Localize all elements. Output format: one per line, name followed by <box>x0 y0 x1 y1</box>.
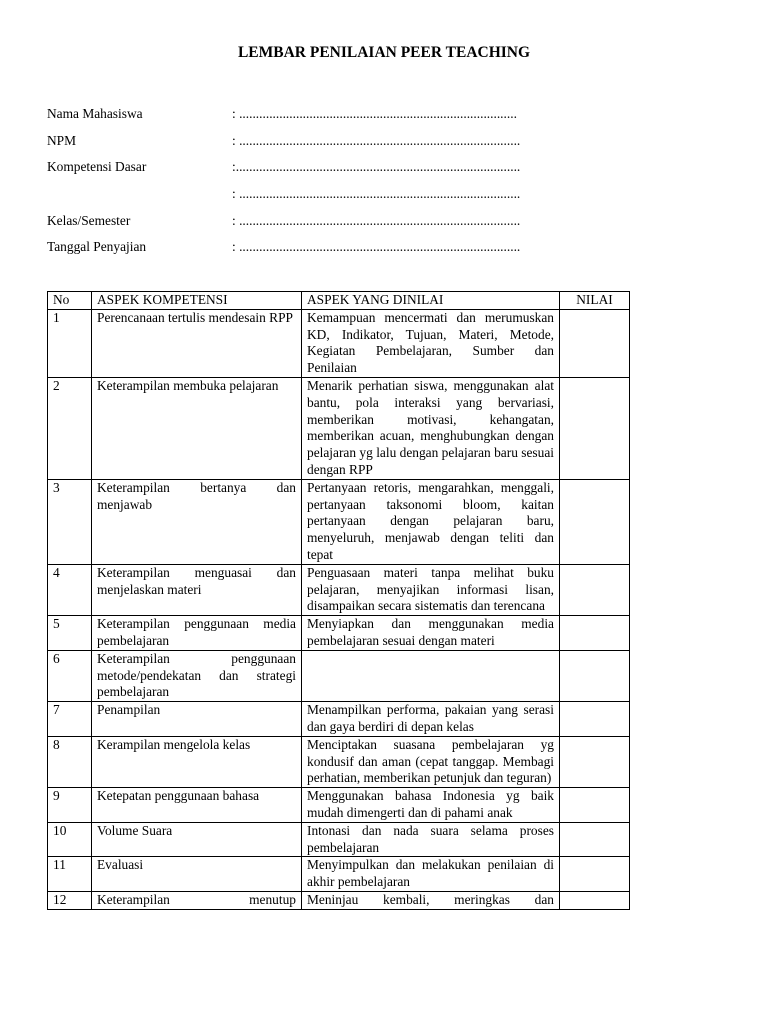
cell-aspek: Keterampilan penggunaan media pembelajaran <box>92 616 302 651</box>
cell-no: 3 <box>48 479 92 564</box>
cell-aspek: Volume Suara <box>92 822 302 857</box>
table-row <box>48 309 630 377</box>
cell-aspek: Keterampilan menutup <box>92 891 302 909</box>
table-row <box>48 650 630 701</box>
field-label: Nama Mahasiswa <box>47 106 143 121</box>
cell-dinilai: Intonasi dan nada suara selama proses pembelajaran <box>302 822 560 857</box>
cell-nilai[interactable] <box>560 857 630 892</box>
cell-no: 5 <box>48 616 92 651</box>
cell-dinilai: Menyimpulkan dan melakukan penilaian di akhir pembelajaran <box>302 857 560 892</box>
cell-nilai[interactable] <box>560 377 630 479</box>
cell-dinilai: Penguasaan materi tanpa melihat buku pelajaran, menyajikan informasi lisan, disampaikan secara sistematis dan terencana <box>302 564 560 615</box>
table-row <box>48 788 630 823</box>
table-row <box>48 564 630 615</box>
cell-no: 10 <box>48 822 92 857</box>
cell-aspek: Penampilan <box>92 702 302 737</box>
header-aspek-kompetensi: ASPEK KOMPETENSI <box>92 292 302 310</box>
table-row <box>48 377 630 479</box>
cell-dinilai: Pertanyaan retoris, mengarahkan, menggali, pertanyaan taksonomi bloom, kaitan pertanyaan dengan pelajaran baru, menyeluruh, menjawab dengan teliti dan tepat <box>302 479 560 564</box>
cell-aspek: Keterampilan penggunaan metode/pendekatan dan strategi pembelajaran <box>92 650 302 701</box>
table-row <box>48 736 630 787</box>
cell-nilai[interactable] <box>560 616 630 651</box>
field-value: :..................................................................................... <box>232 159 521 175</box>
assessment-table <box>47 291 630 910</box>
field-label: NPM <box>47 132 77 148</box>
field-value: : .................................................................................... <box>232 132 521 148</box>
cell-dinilai: Kemampuan mencermati dan merumuskan KD, Indikator, Tujuan, Materi, Metode, Kegiatan Pembelajaran, Sumber dan Penilaian <box>302 309 560 377</box>
cell-nilai[interactable] <box>560 822 630 857</box>
cell-aspek: Ketepatan penggunaan bahasa <box>92 788 302 823</box>
cell-dinilai: Menggunakan bahasa Indonesia yg baik mudah dimengerti dan di pahami anak <box>302 788 560 823</box>
cell-dinilai: Menciptakan suasana pembelajaran yg kondusif dan aman (cepat tanggap. Membagi perhatian, memberikan petunjuk dan teguran) <box>302 736 560 787</box>
cell-nilai[interactable] <box>560 702 630 737</box>
field-label: Kompetensi Dasar <box>47 159 147 175</box>
cell-no: 2 <box>48 377 92 479</box>
field-label: Tanggal Penyajian <box>47 239 147 255</box>
table-header-row <box>48 292 630 310</box>
table-row <box>48 702 630 737</box>
table-row <box>48 479 630 564</box>
cell-aspek: Perencanaan tertulis mendesain RPP <box>92 309 302 377</box>
cell-aspek: Keterampilan membuka pelajaran <box>92 377 302 479</box>
table-row <box>48 616 630 651</box>
cell-aspek: Keterampilan menguasai dan menjelaskan materi <box>92 564 302 615</box>
header-no: No <box>48 292 92 310</box>
cell-no: 4 <box>48 564 92 615</box>
cell-no: 1 <box>48 309 92 377</box>
cell-nilai[interactable] <box>560 736 630 787</box>
field-value: : .................................................................................... <box>232 212 521 228</box>
cell-dinilai: Menarik perhatian siswa, menggunakan alat bantu, pola interaksi yang bervariasi, memberikan motivasi, kehangatan, memberikan acuan, menghubungkan dengan pelajaran yg lalu dengan pelajaran baru sesuai dengan RPP <box>302 377 560 479</box>
field-value: : ................................................................................... <box>232 106 517 121</box>
cell-aspek: Evaluasi <box>92 857 302 892</box>
table-row <box>48 891 630 909</box>
field-value: : .................................................................................... <box>232 239 521 255</box>
cell-aspek: Kerampilan mengelola kelas <box>92 736 302 787</box>
table-row <box>48 822 630 857</box>
cell-nilai[interactable] <box>560 650 630 701</box>
page-title: LEMBAR PENILAIAN PEER TEACHING <box>237 44 531 61</box>
table-row <box>48 857 630 892</box>
field-label: Kelas/Semester <box>47 212 131 228</box>
cell-dinilai: Menyiapkan dan menggunakan media pembelajaran sesuai dengan materi <box>302 616 560 651</box>
cell-no: 11 <box>48 857 92 892</box>
cell-no: 8 <box>48 736 92 787</box>
cell-dinilai: Menampilkan performa, pakaian yang serasi dan gaya berdiri di depan kelas <box>302 702 560 737</box>
cell-nilai[interactable] <box>560 564 630 615</box>
cell-nilai[interactable] <box>560 309 630 377</box>
cell-nilai[interactable] <box>560 891 630 909</box>
cell-no: 9 <box>48 788 92 823</box>
cell-aspek: Keterampilan bertanya dan menjawab <box>92 479 302 564</box>
cell-dinilai: Meninjau kembali, meringkas dan <box>302 891 560 909</box>
cell-no: 7 <box>48 702 92 737</box>
header-aspek-dinilai: ASPEK YANG DINILAI <box>302 292 560 310</box>
field-value: : .................................................................................... <box>232 186 521 202</box>
cell-nilai[interactable] <box>560 479 630 564</box>
header-nilai: NILAI <box>560 292 630 310</box>
cell-dinilai <box>302 650 560 701</box>
cell-no: 12 <box>48 891 92 909</box>
cell-no: 6 <box>48 650 92 701</box>
cell-nilai[interactable] <box>560 788 630 823</box>
